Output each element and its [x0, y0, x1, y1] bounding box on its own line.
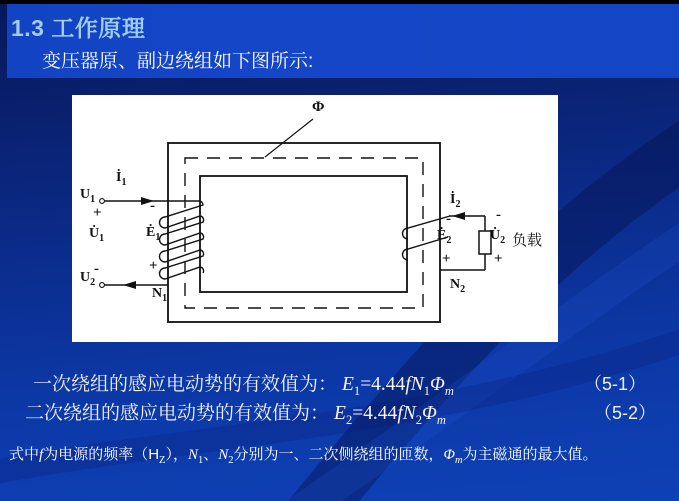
core-window-rect — [200, 176, 407, 292]
equation-2-formula: $E_2=4.44fN_2\Phi_m$ — [334, 403, 446, 427]
current-i2-arrow — [452, 212, 465, 220]
flux-phi-label: Φ — [312, 99, 325, 115]
e1-plus-sign: + — [149, 258, 158, 274]
n2-label: $N_2$ — [450, 277, 466, 295]
equation-1-text: 一次绕组的感应电动势的有效值为： — [33, 374, 338, 395]
e1-minus-sign: - — [150, 198, 155, 214]
equation-1-number: （5-1） — [584, 374, 647, 394]
e1-label: $Ė_1$ — [146, 225, 161, 243]
page-subtitle: 变压器原、副边绕组如下图所示: — [42, 51, 314, 72]
terminal-u1 — [100, 199, 105, 204]
u1dot-label: $U̇_1$ — [89, 226, 105, 244]
u2dot-label: $U̇_2$ — [490, 228, 506, 246]
load-label: 负载 — [512, 232, 543, 249]
section-title: 工作原理 — [51, 15, 146, 41]
primary-return-arrow — [123, 281, 136, 289]
equation-line-2 — [0, 398, 679, 427]
u1-plus-sign: + — [93, 205, 102, 221]
equation-line-1 — [0, 369, 679, 398]
u2-minus-sign: - — [94, 261, 99, 277]
transformer-schematic — [72, 95, 558, 342]
u2-label: $U_2$ — [80, 270, 96, 288]
page-title — [11, 10, 145, 43]
transformer-diagram-panel — [72, 95, 558, 342]
equation-2-text: 二次绕组的感应电动势的有效值为： — [25, 403, 330, 424]
u2dot-minus-sign: - — [496, 207, 501, 223]
e2-minus-sign: - — [446, 211, 451, 227]
footnote: 式中f为电源的频率$(H_Z)$，$N_1$、$N_2$分别为一、二次侧绕组的匝数，$\Phi_m$为主磁通的最大值。 — [9, 446, 598, 466]
i2-label: $İ_2$ — [450, 192, 461, 210]
equation-1-formula: $E_1=4.44fN_1\Phi_m$ — [342, 374, 454, 398]
e2-label: $Ė_2$ — [437, 228, 452, 246]
equation-2-number: （5-2） — [594, 403, 657, 423]
n1-label: $N_1$ — [152, 286, 168, 304]
i1-label: $İ_1$ — [116, 170, 127, 188]
e2-plus-sign: + — [442, 251, 451, 267]
u1-label: $U_1$ — [80, 187, 96, 205]
emf-equations — [0, 369, 679, 427]
terminal-u2 — [100, 283, 105, 288]
u2dot-plus-sign: + — [494, 251, 503, 267]
section-number: 1.3 — [11, 15, 45, 41]
